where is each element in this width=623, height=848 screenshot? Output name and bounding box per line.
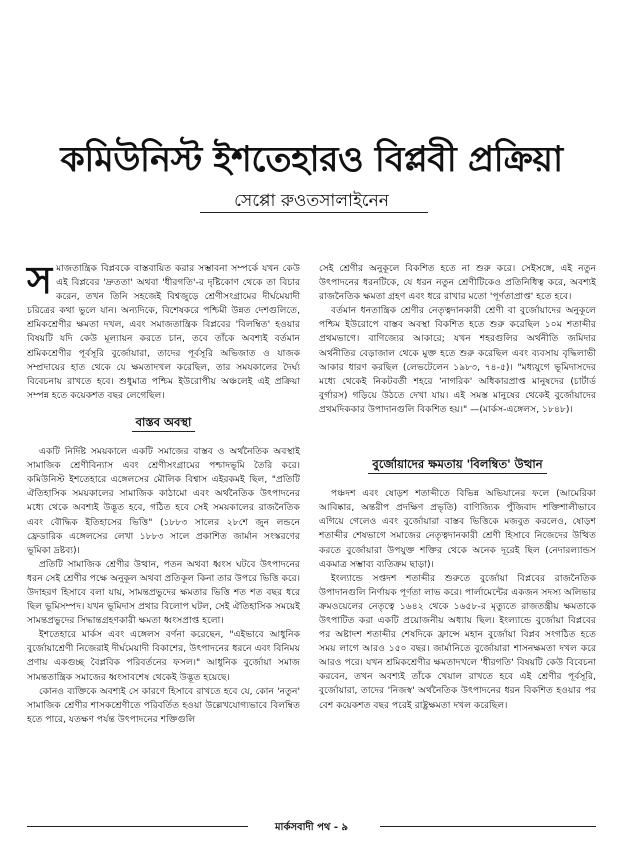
left-column <box>27 258 300 727</box>
author-underline <box>200 212 428 213</box>
paragraph: বর্তমান ধনতান্ত্রিক শ্রেণীর নেতৃত্বদানকারী শ্রেণী বা বুর্জোয়াদের অনুকূলে পশ্চিম ইউরোপে বাস্তব অবস্থা বিকশিত হতে শুরু করেছিল ১০ম শতাব্দীর প্রথমভাগে। বাণিজ্যের আকারে; যখন শহরগুলির অর্থনীতি জমিদার অর্থনীতির বেড়াজাল থেকে মুক্ত হতে শুরু করেছিল এবং ব্যবসায় বৃদ্ধিলাভী আকার ধারণ করছিল (লেভটেলেন ১৯৮৩, ৭৪-৫)। "মধ্যযুগে ভূমিদাসদের মধ্যে থেকেই নিকটবর্তী শহরে 'নাগরিক' অধিকারপ্রাপ্ত মানুষদের (চার্টার্ড বুর্গারস) গড়িয়ে উঠতে দেখা যায়। এই সমস্ত মানুষের থেকেই বুর্জোয়াদের প্রথমদিককার উপাদানগুলি বিকশিত হয়।" —(মার্কস-এঙ্গেলস, ১৮৪৮)। <box>319 305 596 415</box>
section-heading-real-conditions <box>27 415 300 429</box>
section-heading-delayed-rise <box>319 457 596 471</box>
paragraph: কোনও ব্যক্তিকে অবশ্যই সে কারণে হিসাবে রাখতে হবে যে, কোন 'নতুন' সামাজিক শ্রেণীর শাসকশ্রেণীতে পরিবর্তিত হওয়া উল্লেখযোগ্যভাবে বিলম্বিত হতে পারে, যতক্ষণ পর্যন্ত উৎপাদনের শক্তিগুলি <box>27 685 300 725</box>
paragraph: ইংল্যান্ডে সপ্তদশ শতাব্দীর শুরুতে বুর্জোয়া বিপ্লবের রাজনৈতিক উপাদানগুলি নির্ণায়ক পূর্ণতা লাভ করে। পার্লামেন্টের একজন সদস্য অলিভার ক্রমওয়েলের নেতৃত্বে ১৬৪২ থেকে ১৬৫৮-র মৃত্যুতে রাজতন্ত্রীয় ক্ষমতাকে উৎপাটিত করা একটি প্রয়োজনীয় অধ্যায় ছিল। ইংল্যান্ডে বুর্জোয়া বিপ্লবের পর অষ্টাদশ শতাব্দীর শেষদিকে ফ্রান্সে মহান বুর্জোয়া বিপ্লব সংগঠিত হতে সময় লাগে আরও ১৫০ বছর। জার্মানিতে বুর্জোয়ারা শাসনক্ষমতা দখল করে আরও পরে। যখন শ্রমিকশ্রেণীর ক্ষমতাদখলে 'ধীরগতি' বিষয়টি কেউ বিবেচনা করবেন, তখন অবশ্যই তাঁকে খেয়াল রাখতে হবে এই শ্রেণীর পূর্বসূরি, বুর্জোয়ারা, তাদের 'নিজস্ব' অর্থনৈতিক উৎপাদনের ধরন বিকশিত হওয়ার পর বেশ কয়েকশত বছর পরেই রাষ্ট্রক্ষমতা দখল করেছিল। <box>319 572 596 711</box>
paragraph: ইশতেহারে মার্কস এবং এঙ্গেলস বর্ণনা করেছেন, "এইভাবে আধুনিক বুর্জোয়াশ্রেণী নিজেরাই দীর্ঘমেয়াদী বিকাশের, উৎপাদনের ধরনে এবং বিনিময় প্রণায় একগুচ্ছ বৈপ্লবিক পরিবর্তনের ফসল।" আধুনিক বুর্জোয়া সমাজ সামন্ততান্ত্রিক সমাজের ধ্বংসাবশেষ থেকেই উদ্ভূত হয়েছে। <box>27 629 300 683</box>
section-heading-text: বাস্তব অবস্থা <box>132 415 196 432</box>
paragraph: সেই শ্রেণীর অনুকূলে বিকশিত হতে না শুরু করে। সেইসঙ্গে, এই নতুন উৎপাদনের ধরনটিকে, যে ধরন নতুন শ্রেণীটিকেও প্রতিনিধিত্ব করে, অবশ্যই রাজনৈতিক ক্ষমতা গ্রহণ এবং ধরে রাখার মতো 'পূর্ণতাপ্রাপ্ত' হতে হবে। <box>319 263 596 303</box>
drop-cap: স <box>27 258 53 302</box>
footer-rule-right <box>380 826 596 827</box>
article-title: কমিউনিস্ট ইশতেহারও বিপ্লবী প্রক্রিয়া <box>60 140 563 180</box>
intro-paragraph <box>27 258 300 403</box>
paragraph: পঞ্চদশ এবং ষোড়শ শতাব্দীতে বিভিন্ন অভিযানের ফলে (আমেরিকা আবিষ্কার, অন্তরীপ প্রদক্ষিণ প্রভৃতি) বাণিজ্যিক পুঁজিবাদ শক্তিশালীভাবে এগিয়ে গেলেও এবং বুর্জোয়ারা বাস্তব ভিত্তিকে মজবুত করলেও, ষোড়শ শতাব্দীর শেষভাগে সমাজের নেতৃত্বদানকারী শ্রেণী হিসাবে নিজেদের উত্থিত করতে বুর্জোয়ারা উপযুক্ত শক্তির থেকে অনেক দূরেই ছিল (নেদারল্যান্ডস একমাত্র সম্ভাব্য ব্যতিক্রম ছাড়া)। <box>319 488 596 570</box>
footer-page-label: মার্কসবাদী পথ - ৯ <box>275 822 348 833</box>
author-name: সেপ্পো রুওতসালাইনেন <box>234 191 389 211</box>
paragraph: প্রতিটি সামাজিক শ্রেণীর উত্থান, পতন অথবা ধ্বংস ঘটবে উৎপাদনের ধরন সেই শ্রেণীর পক্ষে অনুকূল অথবা প্রতিকূল কিনা তার উপরে ভিত্তি করে। উদাহরণ হিসাবে বলা যায়, সামন্তপ্রভুদের ক্ষমতার ভিত্তি শত শত বছর ধরে ছিল ভূমিসম্পদ। যখন ভূমিদাস প্রথার বিলোপ ঘটল, সেই ঐতিহাসিক সময়েই সামন্তপ্রভুদের সিদ্ধান্তগ্রহণকারী ক্ষমতা ধ্বংসপ্রাপ্ত হলো। <box>27 558 300 627</box>
right-column <box>319 262 596 713</box>
section-heading-text: বুর্জোয়াদের ক্ষমতায় 'বিলম্বিত' উত্থান <box>368 457 546 474</box>
paragraph: একটি নির্দিষ্ট সময়কালে একটি সমাজের বাস্তব ও অর্থনৈতিক অবস্থাই সামাজিক শ্রেণীবিন্যাস এবং শ্রেণীসংগ্রামের পশ্চাদভূমি তৈরি করে। কমিউনিস্ট ইশতেহারে এঙ্গেলসের মৌলিক বিশ্বাস এইরকমই ছিল, "প্রতিটি ঐতিহাসিক সময়কালের সামাজিক কাঠামো এবং অর্থনৈতিক উৎপাদনের মধ্যে থেকে অবশ্যই উদ্ভূত হবে, গঠিত হবে সেই সময়কালের রাজনৈতিক এবং বৌদ্ধিক ইতিহাসের ভিত্তি" (১৮৮৩ সালের ২৮শে জুন লন্ডনে ফ্রেডারিক এঙ্গেলসের লেখা ১৮৮৩ সালে প্রকাশিত জার্মান সংস্করণের ভূমিকা দ্রষ্টব্য)। <box>27 446 300 556</box>
intro-text: মাজতান্ত্রিক বিপ্লবকে বাস্তবায়িত করার সম্ভাবনা সম্পর্কে যখন কেউ এই বিপ্লবের 'দ্রুততা' অথবা 'ধীরগতি'-র দৃষ্টিকোণ থেকে তা বিচার করেন, তখন তিনি সহজেই বিশ্বজুড়ে শ্রেণীসংগ্রামের দীর্ঘমেয়াদী চরিত্রের কথা ভুলে যান। অন্যদিকে, বিশেষকরে পশ্চিমী উন্নত দেশগুলিতে, শ্রমিকশ্রেণীর ক্ষমতা দখল, এবং সমাজতান্ত্রিক বিপ্লবের 'বিলম্বিত' হওয়ার বিষয়টি যদি কেউ মূল্যায়ন করতে চান, তবে তাঁকে অবশ্যই বর্তমান শ্রমিকশ্রেণীর পূর্বসূরি বুর্জোয়ারা, তাদের পূর্বসূরি অভিজাত ও যাজক সম্প্রদায়ের হাত থেকে যে ক্ষমতাদখল করেছিল, তার সমযকালের দৈর্ঘ্য বিবেচনায় রাখতে হবে। শুধুমাত্র পশ্চিম ইউরোপীয় অঞ্চলেই এই প্রক্রিয়া সম্পন্ন হতে কয়েকশত বছর লেগেছিল। <box>27 263 300 401</box>
